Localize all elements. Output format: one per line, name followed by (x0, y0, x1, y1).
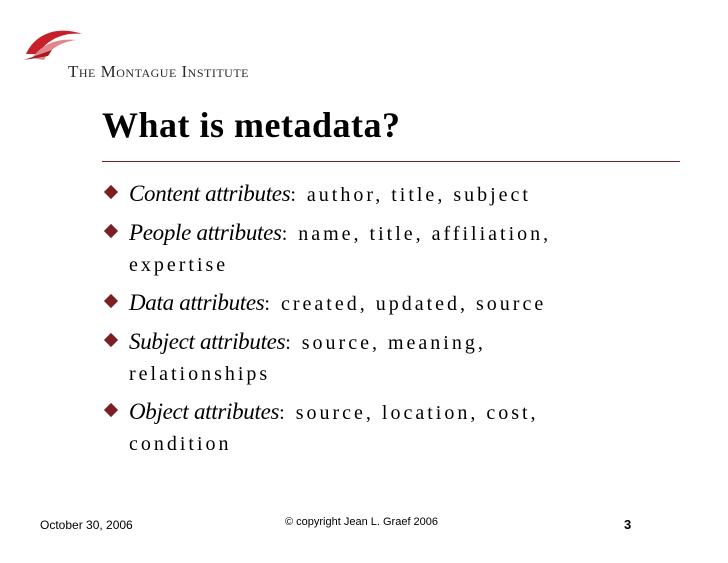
attribute-label: People attributes (129, 220, 282, 245)
slide-title: What is metadata? (102, 105, 401, 145)
list-item (100, 326, 660, 390)
list-item (100, 287, 660, 320)
attribute-description: : source, meaning, (285, 332, 486, 354)
attribute-description-continued: condition (129, 433, 232, 455)
attribute-description: : name, title, affiliation, (281, 223, 552, 245)
list-item (100, 396, 660, 460)
footer-copyright: © copyright Jean L. Graef 2006 (285, 516, 439, 528)
attribute-label: Object attributes (129, 399, 280, 424)
attribute-label: Content attributes (129, 181, 291, 206)
attribute-label: Subject attributes (129, 329, 286, 354)
attribute-description: : author, title, subject (290, 184, 531, 206)
diamond-bullet-icon (104, 185, 118, 199)
diamond-bullet-icon (104, 294, 118, 308)
diamond-bullet-icon (104, 333, 118, 347)
list-item (100, 217, 660, 281)
montague-logo (22, 24, 262, 84)
page-number: 3 (624, 517, 632, 532)
list-item (100, 178, 660, 211)
bullet-list (100, 178, 660, 466)
logo-text: The Montague Institute (68, 62, 250, 81)
title-divider (102, 161, 680, 162)
diamond-bullet-icon (104, 403, 118, 417)
attribute-description-continued: expertise (129, 254, 229, 276)
footer-date: October 30, 2006 (40, 518, 133, 532)
attribute-description: : source, location, cost, (279, 402, 539, 424)
attribute-label: Data attributes (129, 290, 265, 315)
attribute-description-continued: relationships (129, 363, 271, 385)
diamond-bullet-icon (104, 224, 118, 238)
attribute-description: : created, updated, source (264, 293, 547, 315)
